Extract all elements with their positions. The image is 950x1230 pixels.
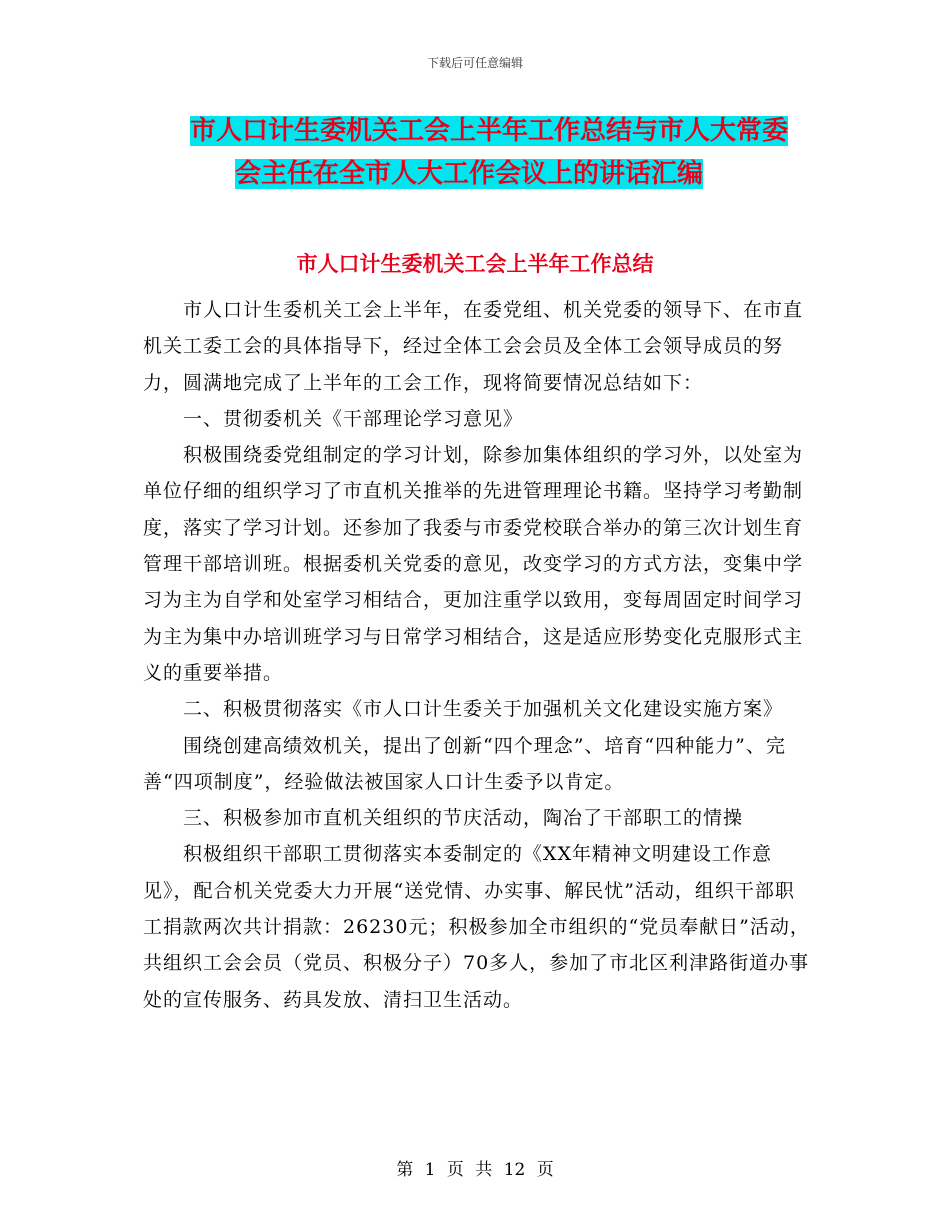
title-line-2 [235, 153, 830, 196]
document-title [190, 110, 830, 196]
heading-1: 一、贯彻委机关《干部理论学习意见》 [183, 407, 524, 430]
paragraph-3: 积极组织干部职工贯彻落实本委制定的《XX年精神文明建设工作意见》，配合机关党委大力开展“送党情、办实事、解民忧”活动，组织干部职工捐款两次共计捐款：26230元；积极参加全市组织的“党员奉献日”活动，共组织工会会员（党员、积极分子）70多人，参加了市北区利津路街道办事处的宣传服务、药具发放、清扫卫生活动。 [143, 843, 810, 1011]
paragraph-1: 积极围绕委党组制定的学习计划，除参加集体组织的学习外，以处室为单位仔细的组织学习了市直机关推举的先进管理理论书籍。坚持学习考勤制度，落实了学习计划。还参加了我委与市委党校联合举办的第三次计划生育管理干部培训班。根据委机关党委的意见，改变学习的方式方法，变集中学习为主为自学和处室学习相结合，更加注重学以致用，变每周固定时间学习为主为集中办培训班学习与日常学习相结合，这是适应形势变化克服形式主义的重要举措。 [143, 444, 804, 684]
heading-2: 二、积极贯彻落实《市人口计生委关于加强机关文化建设实施方案》 [183, 698, 784, 721]
document-body [143, 292, 813, 1018]
section-title: 市人口计生委机关工会上半年工作总结 [296, 252, 654, 276]
title-line-1 [190, 110, 830, 153]
title-line-1-text: 市人口计生委机关工会上半年工作总结与市人大常委 [190, 116, 789, 146]
paragraph-2: 围绕创建高绩效机关，提出了创新“四个理念”、培育“四种能力”、完善“四项制度”，经验做法被国家人口计生委予以肯定。 [143, 734, 786, 793]
header-note: 下载后可任意编辑 [426, 56, 523, 70]
title-line-2-text: 会主任在全市人大工作会议上的讲话汇编 [235, 159, 704, 189]
heading-3: 三、积极参加市直机关组织的节庆活动，陶冶了干部职工的情操 [183, 807, 744, 830]
page-footer: 第 1 页 共 12 页 [396, 1160, 554, 1180]
paragraph-intro: 市人口计生委机关工会上半年，在委党组、机关党委的领导下、在市直机关工委工会的具体指导下，经过全体工会会员及全体工会领导成员的努力，圆满地完成了上半年的工会工作，现将简要情况总结如下： [143, 299, 804, 394]
